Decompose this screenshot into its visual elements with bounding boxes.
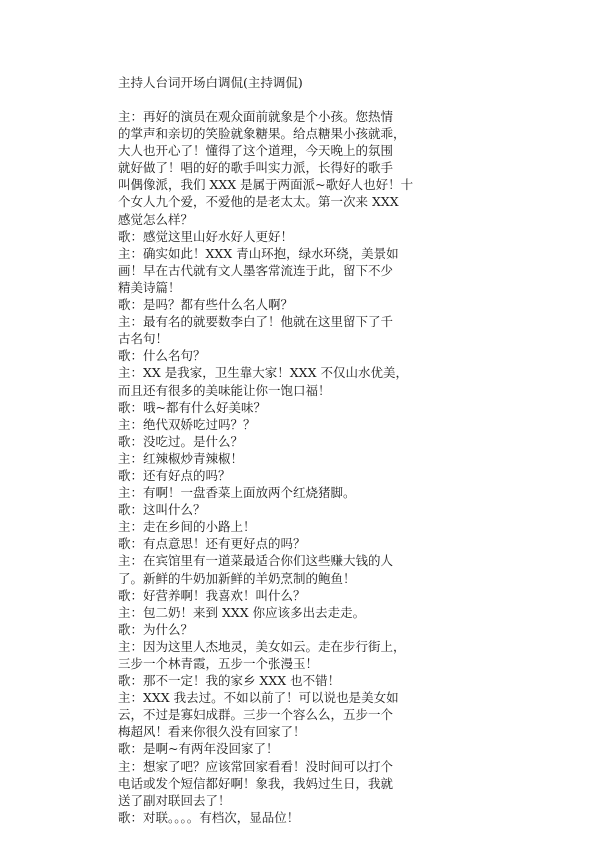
text-line: 歌：还有好点的吗？ [118,467,231,483]
text-line: 歌：有点意思！还有更好点的吗？ [118,536,306,552]
text-line: 大人也开心了！懂得了这个道理，今天晚上的氛围 [118,143,394,159]
text-line: 主：走在乡间的小路上！ [118,519,256,535]
text-line: 送了副对联回去了！ [118,792,231,808]
text-line: 的掌声和亲切的笑脸就象糖果。给点糖果小孩就乖， [118,126,406,142]
text-line: 歌：对联。。。。有档次，显品位！ [118,809,300,825]
text-line: 主：XXX 我去过。不如以前了！可以说也是美女如 [118,690,399,706]
text-line: 主：XX 是我家，卫生靠大家！XXX 不仅山水优美， [118,365,408,381]
text-line: 主：在宾馆里有一道菜最适合你们这些赚大钱的人 [118,553,394,569]
document-page [118,74,488,826]
text-line: 了。新鲜的牛奶加新鲜的羊奶烹制的鲍鱼！ [118,570,356,586]
text-line: 个女人九个爱，不爱他的是老太太。第一次来 XXX [118,194,399,210]
text-line: 主：有啊！一盘香菜上面放两个红烧猪脚。 [118,485,356,501]
text-line: 主：绝代双娇吃过吗？？ [118,416,256,432]
text-line: 梅超风！看来你很久没有回家了！ [118,724,306,740]
text-line: 主：红辣椒炒青辣椒！ [118,450,244,466]
text-line: 歌：什么名句？ [118,348,206,364]
text-line: 叫偶像派，我们 XXX 是属于两面派~歌好人也好！十 [118,177,414,193]
text-line: 主：因为这里人杰地灵，美女如云。走在步行街上， [118,638,406,654]
text-line: 歌：哦~都有什么好美味？ [118,399,266,415]
text-line: 就好做了！唱的好的歌手叫实力派，长得好的歌手 [118,160,394,176]
text-line: 歌：好营养啊！我喜欢！叫什么？ [118,587,306,603]
text-line: 歌：为什么？ [118,621,194,637]
text-line: 主：包二奶！来到 XXX 你应该多出去走走。 [118,604,366,620]
text-line: 感觉怎么样？ [118,211,194,227]
text-line: 电话或发个短信都好啊！象我，我妈过生日，我就 [118,775,394,791]
text-line: 主：再好的演员在观众面前就象是个小孩。您热情 [118,109,394,124]
text-line: 主：确实如此！XXX 青山环抱，绿水环绕，美景如 [118,245,399,261]
text-line: 歌：这叫什么？ [118,502,206,518]
text-line: 歌：那不一定！我的家乡 XXX 也不错！ [118,673,341,689]
text-line: 歌：感觉这里山好水好人更好！ [118,228,294,244]
text-line: 主：想家了吧？应该常回家看看！没时间可以打个 [118,758,394,774]
text-line: 三步一个林青霞，五步一个张漫玉！ [118,656,319,671]
text-line: 云，不过是寡妇成群。三步一个容么么，五步一个 [118,707,394,723]
text-line: 歌：是啊~有两年没回家了！ [118,741,279,757]
text-line: 画！早在古代就有文人墨客常流连于此，留下不少 [118,262,394,278]
text-line: 而且还有很多的美味能让你一饱口福！ [118,382,331,398]
document-body [118,108,488,826]
document-title: 主持人台词开场白调侃(主持调侃) [118,75,303,90]
text-line: 歌：是吗？都有些什么名人啊？ [118,297,294,313]
text-line: 主：最有名的就要数李白了！他就在这里留下了千 [118,314,394,330]
text-line: 古名句！ [118,331,169,347]
text-line: 歌：没吃过。是什么？ [118,433,244,449]
text-line: 精美诗篇！ [118,279,181,295]
